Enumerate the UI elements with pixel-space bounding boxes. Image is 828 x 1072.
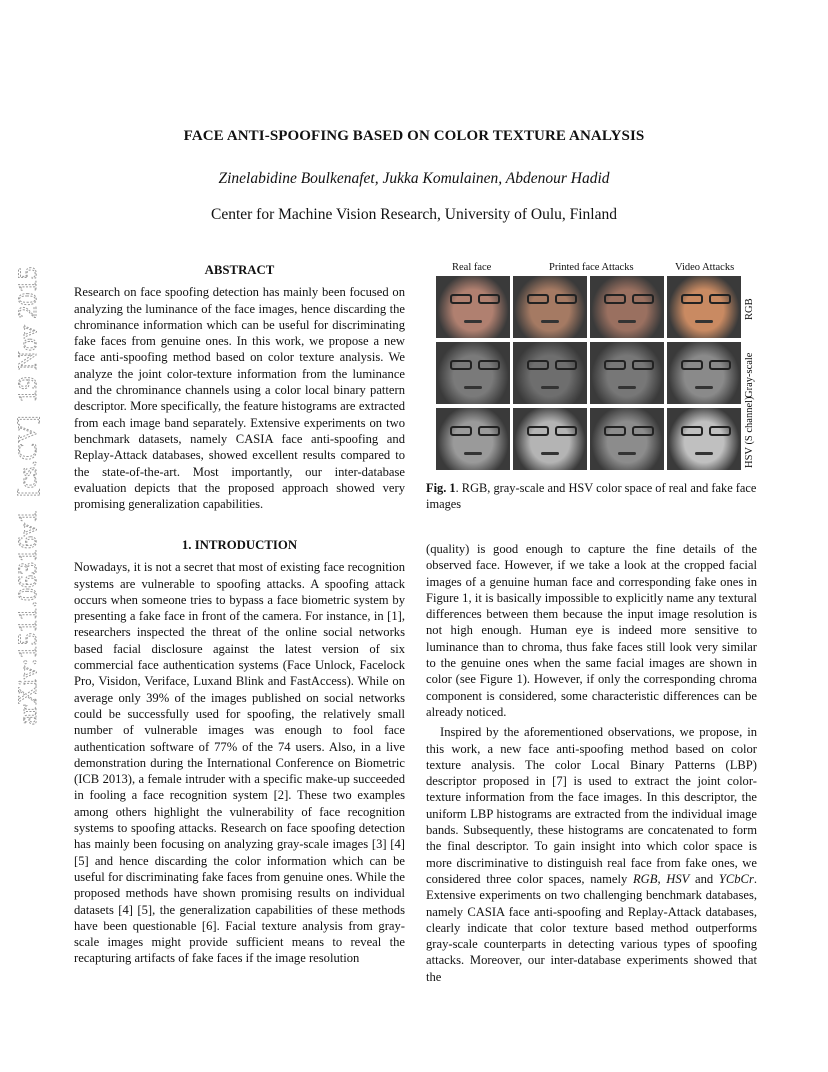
paper-authors: Zinelabidine Boulkenafet, Jukka Komulainen, Abdenour Hadid (218, 170, 610, 187)
face-image-hsv-3 (590, 408, 664, 470)
face-image-gray-1 (436, 342, 510, 404)
figure-caption-text: . RGB, gray-scale and HSV color space of real and fake face images (426, 481, 757, 511)
introduction-text-right-2b: . Extensive experiments on two challenging benchmark databases, namely CASIA face anti-spoofing and Replay-Attack databases, clearly indicate that color texture based method outperforms gray-scale counterparts in detecting various types of spoofing attacks. Moreover, our inter-database experiments showed that the (426, 871, 758, 984)
introduction-heading: 1. INTRODUCTION (181, 538, 298, 552)
and-word: and (695, 871, 714, 886)
abstract-section (74, 262, 405, 512)
introduction-text-right-1: (quality) is good enough to capture the fine details of the observed face. However, if we take a look at the cropped facial images of a genuine human face and corresponding fake ones in Figure 1, it is basically impossible to explicitly name any textural differences between them because the input image resolution is not high enough. Human eye is indeed more sensitive to luminance than to chroma, thus fake faces still look very similar to the genuine ones when the same facial images are shown in color (see Figure 1). However, if only the corresponding chroma component is considered, some characteristic differences can be already noticed. (426, 542, 757, 719)
abstract-text: Research on face spoofing detection has mainly been focused on analyzing the luminance of the face images, hence discarding the chrominance information which can be useful for discriminating fake faces from genuine ones. In this work, we propose a new face anti-spoofing method based on color texture analysis. We analyze the joint color-texture information from the luminance and the chrominance channels using a color local binary pattern descriptor. More specifically, the feature histograms are extracted from each image band separately. Extensive experiments on two benchmark datasets, namely CASIA face anti-spoofing and Replay-Attack databases, showed excellent results compared to the state-of-the-art. Most importantly, our inter-database evaluation depicts that the proposed approach showed very promising generalization capabilities. (74, 285, 405, 512)
face-image-hsv-2 (513, 408, 587, 470)
face-image-rgb-3 (590, 276, 664, 338)
face-image-hsv-4 (667, 408, 741, 470)
math-ycbcr: YCbCr (718, 871, 754, 886)
face-image-rgb-2 (513, 276, 587, 338)
arxiv-stamp-text: arXiv:1511.06316v1 [cs.CV] 19 Nov 2015 (13, 266, 42, 725)
figure-col-label-printed: Printed face Attacks (549, 262, 634, 273)
paper-title: FACE ANTI-SPOOFING BASED ON COLOR TEXTURE ANALYSIS (183, 128, 645, 144)
arxiv-stamp (6, 250, 46, 740)
figure-caption (426, 480, 757, 512)
introduction-text-right-2a: Inspired by the aforementioned observations, we propose, in this work, a new face anti-spoofing method based on color texture analysis. The color Local Binary Patterns (LBP) descriptor proposed in [7] is used to extract the joint color-texture information from the face images. In this descriptor, the uniform LBP histograms are extracted from the individual image bands. Subsequently, these histograms are concatenated to form the final descriptor. To gain insight into which color space is more discriminative to distinguish real face from fake ones, we considered three color spaces, namely (426, 725, 757, 886)
paper-affiliation: Center for Machine Vision Research, University of Oulu, Finland (210, 206, 617, 223)
introduction-section (74, 537, 405, 967)
face-image-gray-4 (667, 342, 741, 404)
face-image-gray-2 (513, 342, 587, 404)
math-hsv: HSV (666, 871, 690, 886)
face-image-rgb-1 (436, 276, 510, 338)
figure-col-label-real: Real face (452, 262, 492, 273)
math-rgb: RGB (632, 871, 658, 886)
face-image-gray-3 (590, 342, 664, 404)
face-image-rgb-4 (667, 276, 741, 338)
figure-caption-label: Fig. 1 (426, 481, 456, 495)
introduction-text-right-2: Inspired by the aforementioned observations, we propose, in this work, a new face anti-spoofing method based on color texture analysis. The color Local Binary Patterns (LBP) descriptor proposed in [7] is used to extract the joint color-texture information from the face images. In this descriptor, the uniform LBP histograms are extracted from the individual image bands. Subsequently, these histograms are concatenated to form the final descriptor. To gain insight into which color space is more discriminative to distinguish real face from fake ones, we considered three color spaces, namely RGB, HSV and YCbCr. Extensive experiments on two challenging benchmark databases, namely CASIA face anti-spoofing and Replay-Attack databases, clearly indicate that color texture based method outperforms gray-scale counterparts in detecting various types of spoofing attacks. Moreover, our inter-database experiments showed that the (426, 725, 758, 984)
figure-row-label-gray: Gray-scale (744, 352, 755, 398)
figure-1 (436, 262, 760, 476)
face-image-hsv-1 (436, 408, 510, 470)
figure-col-label-video: Video Attacks (675, 262, 735, 273)
figure-row-label-hsv: HSV (S channel) (744, 396, 755, 468)
abstract-heading: ABSTRACT (204, 263, 275, 277)
figure-row-label-rgb: RGB (744, 298, 755, 320)
introduction-text-left: Nowadays, it is not a secret that most of existing face recognition systems are vulnerable to spoofing attacks. A spoofing attack occurs when someone tries to bypass a face biometric system by presenting a fake face in front of the camera. For instance, in [1], researchers inspected the threat of the online social networks based facial disclosure against the latest version of six commercial face authentication systems (Face Unlock, Facelock Pro, Visidon, Veriface, Luxand Blink and FastAccess). While on average only 39% of the images published on social networks could be successfully used for spoofing, the relatively small number of vulnerable images was enough to fool face authentication software of 77% of the 74 users. Also, in a live demonstration during the International Conference on Biometric (ICB 2013), a female intruder with a specific make-up succeeded in fooling a face recognition system [2]. These two examples among others highlight the vulnerability of face recognition systems to spoofing attacks. Research on face spoofing detection has mainly been focusing on analyzing gray-scale images [3] [4] [5] and hence discarding the color information which can be useful for discriminating fake faces from genuine ones. While the proposed methods have shown promising results on individual datasets [4] [5], the generalization capabilities of these methods have been questionable [6]. Facial texture analysis from gray-scale images might provide sufficient means to reveal the recapturing artifacts of fake faces if the image resolution (74, 560, 405, 966)
introduction-right-column (426, 541, 757, 985)
